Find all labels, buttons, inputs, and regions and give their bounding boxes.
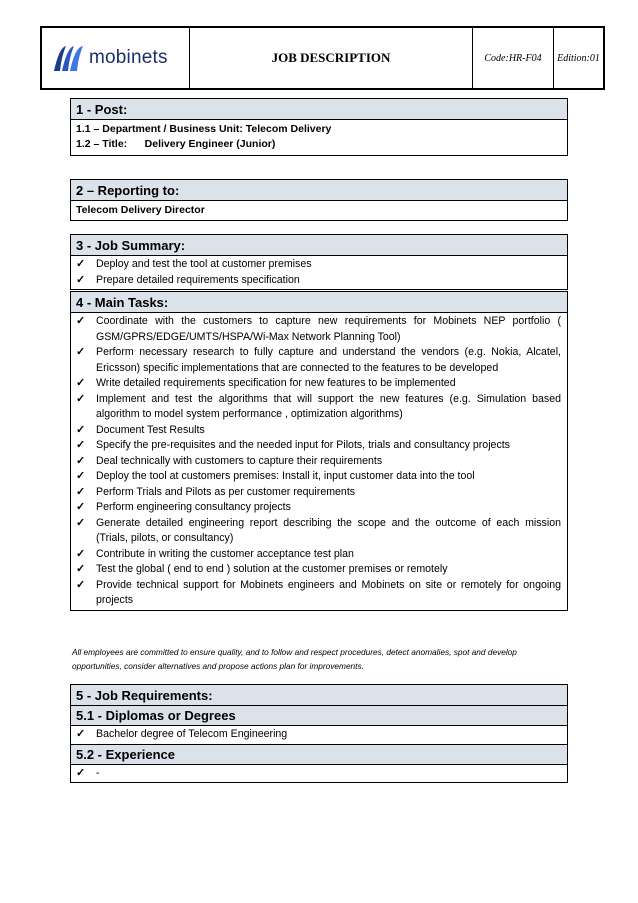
list-item: ✓ Prepare detailed requirements specification bbox=[76, 273, 561, 289]
diplomas-heading: 5.1 - Diplomas or Degrees bbox=[70, 706, 568, 726]
checkmark-icon: ✓ bbox=[76, 346, 86, 358]
post-section bbox=[70, 98, 568, 156]
list-item: ✓ Test the global ( end to end ) solution at the customer premises or remotely bbox=[76, 562, 561, 578]
list-item: ✓ Specify the pre-requisites and the needed input for Pilots, trials and consultancy projects bbox=[76, 438, 561, 454]
list-item: ✓ Bachelor degree of Telecom Engineering bbox=[76, 727, 561, 743]
checkmark-icon: ✓ bbox=[76, 547, 86, 560]
checkmark-icon: ✓ bbox=[76, 470, 86, 482]
summary-list bbox=[71, 256, 567, 289]
list-item: ✓ Perform necessary research to fully capture and understand the vendors (e.g. Nokia, Alcatel, Ericsson) specific implementations that are connected to the features to be developed bbox=[76, 346, 561, 374]
list-item: ✓ - bbox=[76, 766, 561, 782]
list-item: ✓ Coordinate with the customers to capture new requirements for Mobinets NEP portfolio ( GSM/GPRS/EDGE/UMTS/HSPA/Wi-Max Network Planning Tool) bbox=[76, 315, 561, 343]
checkmark-icon: ✓ bbox=[76, 516, 86, 529]
checkmark-icon: ✓ bbox=[76, 578, 86, 591]
tasks-list bbox=[71, 313, 567, 610]
reporting-value: Telecom Delivery Director bbox=[76, 204, 205, 216]
list-item: ✓ Perform Trials and Pilots as per customer requirements bbox=[76, 485, 561, 501]
tasks-section bbox=[70, 291, 568, 611]
document-code: Code:HR-F04 bbox=[473, 28, 554, 88]
department-line: 1.1 – Department / Business Unit: Telecom Delivery bbox=[76, 123, 332, 135]
checkmark-icon: ✓ bbox=[76, 423, 86, 436]
mobinets-logo-icon bbox=[52, 43, 86, 73]
diplomas-list bbox=[71, 726, 567, 744]
list-item: ✓ Write detailed requirements specification for new features to be implemented bbox=[76, 376, 561, 392]
checkmark-icon: ✓ bbox=[76, 728, 86, 740]
company-logo bbox=[42, 28, 190, 88]
checkmark-icon: ✓ bbox=[76, 392, 86, 405]
list-item: ✓ Contribute in writing the customer acceptance test plan bbox=[76, 547, 561, 563]
post-heading: 1 - Post: bbox=[70, 98, 568, 120]
reporting-section bbox=[70, 179, 568, 221]
checkmark-icon: ✓ bbox=[76, 766, 86, 779]
checkmark-icon: ✓ bbox=[76, 485, 86, 498]
list-item: ✓ Document Test Results bbox=[76, 423, 561, 439]
list-item: ✓ Deploy and test the tool at customer premises bbox=[76, 257, 561, 273]
document-title: JOB DESCRIPTION bbox=[190, 28, 473, 88]
checkmark-icon: ✓ bbox=[76, 563, 86, 575]
experience-list bbox=[71, 765, 567, 783]
quality-note: All employees are committed to ensure quality, and to follow and respect procedures, detect anomalies, spot and develop opportunities, consider alternatives and propose actions plan for improvements. bbox=[72, 647, 517, 671]
requirements-section bbox=[70, 684, 568, 783]
checkmark-icon: ✓ bbox=[76, 439, 86, 451]
list-item: ✓ Provide technical support for Mobinets engineers and Mobinets on site or remotely for ongoing projects bbox=[76, 578, 561, 606]
experience-heading: 5.2 - Experience bbox=[70, 745, 568, 765]
list-item: ✓ Generate detailed engineering report describing the scope and the outcome of each mission (Trials, pilots, or consultancy) bbox=[76, 516, 561, 544]
list-item: ✓ Deal technically with customers to capture their requirements bbox=[76, 454, 561, 470]
tasks-heading: 4 - Main Tasks: bbox=[70, 291, 568, 313]
checkmark-icon: ✓ bbox=[76, 454, 86, 467]
list-item: ✓ Implement and test the algorithms that will support the new features (e.g. Simulation based algorithm to model system performance , optimization algorithms) bbox=[76, 392, 561, 420]
list-item: ✓ Deploy the tool at customers premises: Install it, input customer data into the tool bbox=[76, 469, 561, 485]
reporting-heading: 2 – Reporting to: bbox=[70, 179, 568, 201]
document-edition: Edition:01 bbox=[557, 52, 600, 64]
checkmark-icon: ✓ bbox=[76, 501, 86, 513]
logo-text: mobinets bbox=[89, 47, 168, 68]
checkmark-icon: ✓ bbox=[76, 273, 86, 286]
summary-heading: 3 - Job Summary: bbox=[70, 234, 568, 256]
summary-section bbox=[70, 234, 568, 290]
checkmark-icon: ✓ bbox=[76, 315, 86, 327]
requirements-heading: 5 - Job Requirements: bbox=[70, 684, 568, 706]
checkmark-icon: ✓ bbox=[76, 377, 86, 389]
document-header bbox=[40, 26, 605, 90]
title-line: 1.2 – Title: Delivery Engineer (Junior) bbox=[76, 138, 276, 150]
list-item: ✓ Perform engineering consultancy projects bbox=[76, 500, 561, 516]
checkmark-icon: ✓ bbox=[76, 258, 86, 270]
